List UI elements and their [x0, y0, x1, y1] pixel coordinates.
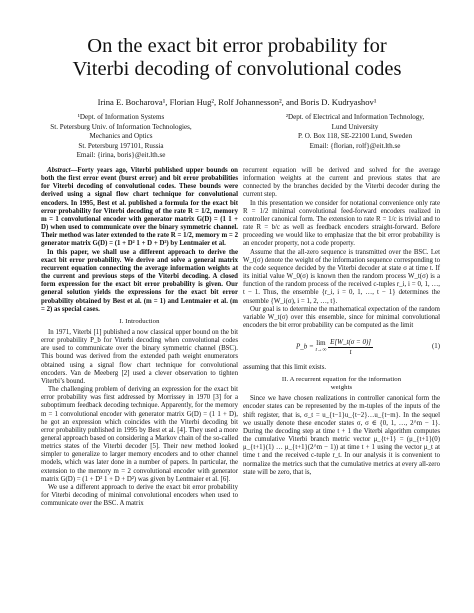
left-column	[41, 167, 238, 508]
title-line-1: On the exact bit error probability for	[87, 35, 387, 57]
intro-paragraph-2: The challenging problem of deriving an expression for the exact bit error probability was first addressed by Morrissey in 1970 [3] for a suboptimum feedback decoding technique. Apparently, for the memory m = 1 convolutional encoder with generator matrix G(D) = (1 1 + D), he got an expression which coincides with the Viterbi decoding bit error probability published in 1995 by Best et al. [4]. They used a more general approach based on considering a Markov chain of the so-called metrics states of the Viterbi decoder [5]. Their new method looked simpler to generalize to larger memory encoders and to other channel models, which was later done in a number of papers. In particular, the extension to the memory m = 2 convolutional encoder with generator matrix G(D) = (1 + D² 1 + D + D²) was given by Lentmaier et al. [6].	[41, 386, 238, 483]
affiliation-line: ¹Dept. of Information Systems	[77, 113, 165, 121]
equation-1	[243, 335, 440, 359]
paper-title	[20, 35, 454, 81]
affiliation-line: Mechanics and Optics	[89, 132, 153, 141]
equation-number: (1)	[432, 343, 440, 351]
limit-operator: lim	[316, 339, 326, 348]
author-list: Irina E. Bocharova¹, Florian Hug², Rolf Johannesson², and Boris D. Kudryashov¹	[97, 97, 377, 107]
fraction-numerator: E[W_t(σ = 0)]	[330, 338, 372, 347]
abstract-lead: Abstract	[47, 167, 71, 174]
affiliation-email: Email: {florian, rolf}@eit.lth.se	[309, 141, 401, 150]
intro-paragraph-1: In 1971, Viterbi [1] published a now classical upper bound on the bit error probability P_b for Viterbi decoding when convolutional codes are used to communicate over the binary symmetric channel (BSC). This bound was derived from the extended path weight enumerators obtained using a signal flow chart technique for convolutional encoders. Van de Meeberg [2] used a clever observation to tighten Viterbi’s bound.	[41, 328, 238, 385]
equation-limit	[315, 340, 326, 354]
equation-body	[243, 338, 426, 355]
right-paragraph-2: In this presentation we consider for notational convenience only rate R = 1/2 minimal convolutional feed-forward encoders realized in controller canonical form. The extension to rate R = 1/c is trivial and to rate R = b/c as well as feedback encoders straight-forward. Before proceeding we would like to emphasize that the bit error probability is an encoder property, not a code property.	[243, 199, 440, 248]
limit-subscript: t→∞	[315, 347, 327, 354]
affiliation-line: P. O. Box 118, SE-22100 Lund, Sweden	[297, 132, 413, 141]
abstract-text: —Forty years ago, Viterbi published upper bounds on both the first error event (burst error) and bit error probabilities for Viterbi decoding of convolutional codes. These bounds were derived using a signal flow chart technique for convolutional encoders. In 1995, Best et al. published a formula for the exact bit error probability for Viterbi decoding of the rate R = 1/2, memory m = 1 convolutional encoder with generator matrix G(D) = (1 1 + D) when used to communicate over the binary symmetric channel. Their method was later extended to the rate R = 1/2, memory m = 2 generator matrix G(D) = (1 + D² 1 + D + D²) by Lentmaier et al.	[41, 167, 238, 248]
section-heading-line: weights	[330, 384, 353, 392]
section-heading-introduction: I. Introduction	[119, 317, 160, 325]
right-paragraph-1: recurrent equation will be derived and solved for the average information weights at the current and previous states that are connected by the branches decided by the Viterbi decoder during the current step.	[243, 167, 440, 199]
affiliation-line: ²Dept. of Electrical and Information Technology,	[285, 113, 425, 121]
section-heading-recurrent	[243, 376, 440, 392]
affiliation-email: Email: {irina, boris}@eit.lth.se	[76, 151, 166, 160]
abstract-paragraph	[41, 167, 238, 249]
title-line-2: Viterbi decoding of convolutional codes	[72, 58, 402, 80]
right-paragraph-3: Assume that the all-zero sequence is transmitted over the BSC. Let W_t(σ) denote the weight of the information sequence corresponding to the code sequence decided by the Viterbi decoder at state σ at time t. If its initial value W_0(σ) is known then the random process W_t(σ) is a function of the random process of the received c-tuples r_i, i = 0, 1, …, t − 1. Thus, the ensemble {r_i, i = 0, 1, …, t − 1} determines the ensemble {W_i(σ), i = 1, 2, …, t}.	[243, 248, 440, 305]
equation-lhs: P_b =	[295, 342, 314, 351]
section-heading-line: II. A recurrent equation for the information	[281, 376, 402, 384]
abstract	[41, 167, 238, 314]
affiliation-line: St. Petersburg Univ. of Information Technologies,	[50, 122, 192, 131]
right-paragraph-6: Since we have chosen realizations in controller canonical form the encoder states can be represented by the m-tuples of the inputs of the shift register, that is, σ_t = u_{t−1}u_{t−2}…u_{t−m}. In the sequel we usually denote these encoder states σ, σ ∈ {0, 1, …, 2^m − 1}. During the decoding step at time t + 1 the Viterbi algorithm computes the cumulative Viterbi branch metric vector μ_{t+1} = (μ_{t+1}(0) μ_{t+1}(1) … μ_{t+1}(2^m − 1)) at time t + 1 using the vector μ_t at time t and the received c-tuple r_t. In our analysis it is convenient to normalize the metrics such that the cumulative metrics at every all-zero state will be zero, that is,	[243, 395, 440, 476]
affiliation-left	[28, 113, 214, 161]
equation-fraction	[328, 338, 373, 355]
affiliation-line: Lund University	[331, 122, 379, 131]
right-column	[243, 167, 440, 477]
affiliation-right	[262, 113, 448, 151]
abstract-paragraph-2: In this paper, we shall use a different approach to derive the exact bit error probability. We derive and solve a general matrix recurrent equation connecting the average information weights at the current and previous steps of the Viterbi decoding. A closed form expression for the exact bit error probability is given. Our general solution yields the expressions for the exact bit error probability obtained by Best et al. (m = 1) and Lentmaier et al. (m = 2) as special cases.	[41, 248, 238, 313]
affiliation-line: St. Petersburg 197101, Russia	[78, 141, 164, 150]
intro-paragraph-3: We use a different approach to derive the exact bit error probability for Viterbi decoding of minimal convolutional encoders when used to communicate over the BSC. A matrix	[41, 483, 238, 508]
right-paragraph-4: Our goal is to determine the mathematical expectation of the random variable W_t(σ) over this ensemble, since for minimal convolutional encoders the bit error probability can be computed as the limit	[243, 305, 440, 329]
fraction-denominator: t	[349, 347, 352, 356]
right-paragraph-5: assuming that this limit exists.	[243, 364, 327, 372]
